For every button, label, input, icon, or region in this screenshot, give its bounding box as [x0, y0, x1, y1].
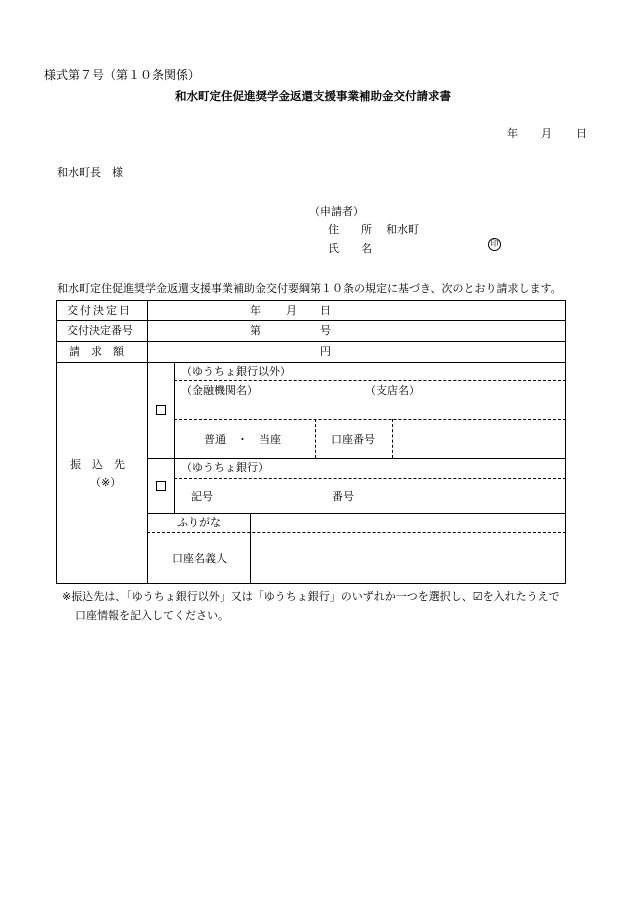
address-label: 住 所: [328, 223, 372, 236]
decision-number-label: 交付決定番号: [67, 324, 133, 337]
amount-label: 請 求 額: [69, 345, 124, 358]
decision-number-prefix: 第: [250, 324, 261, 337]
branch-name-label: （支店名）: [365, 384, 420, 397]
decision-date-year: 年: [250, 304, 261, 317]
name-label: 氏 名: [328, 242, 372, 255]
decision-date-month: 月: [286, 304, 297, 317]
decision-date-day: 日: [320, 304, 331, 317]
decision-date-label: 交付決定日: [67, 304, 132, 317]
page-title: 和水町定住促進奨学金返還支援事業補助金交付請求書: [175, 89, 451, 103]
symbol-label: 記号: [191, 490, 213, 503]
bank-name-label: （金融機関名）: [181, 384, 258, 397]
date-day: 日: [576, 127, 587, 140]
form-number: 様式第７号（第１０条関係）: [44, 68, 201, 82]
transfer-note: （※）: [90, 476, 122, 489]
addressee: 和水町長 様: [57, 166, 123, 179]
number-label: 番号: [332, 490, 354, 503]
seal-mark: 印: [488, 238, 501, 251]
account-type[interactable]: 普通 ・ 当座: [204, 433, 281, 446]
request-text: 和水町定住促進奨学金返還支援事業補助金交付要綱第１０条の規定に基づき、次のとおり請求します。: [57, 282, 562, 295]
date-month: 月: [541, 127, 552, 140]
applicant-heading: （申請者）: [309, 205, 364, 218]
non-yucho-heading: （ゆうちょ銀行以外）: [181, 365, 291, 378]
yucho-heading: （ゆうちょ銀行）: [181, 461, 269, 474]
decision-number-suffix: 号: [320, 324, 331, 337]
footnote-line-2: 口座情報を記入してください。: [75, 609, 229, 622]
non-yucho-checkbox[interactable]: [156, 405, 166, 415]
account-number-label: 口座番号: [331, 433, 375, 446]
transfer-label: 振 込 先: [70, 458, 125, 471]
account-holder-label: 口座名義人: [172, 552, 227, 565]
yucho-checkbox[interactable]: [156, 481, 166, 491]
footnote-line-1: ※振込先は、「ゆうちょ銀行以外」又は「ゆうちょ銀行」のいずれか一つを選択し、☑を入れたうえで: [62, 590, 560, 603]
request-table: [56, 300, 566, 584]
address-value: 和水町: [386, 223, 419, 236]
amount-unit: 円: [320, 345, 331, 358]
date-year: 年: [507, 127, 518, 140]
furigana-label: ふりがな: [177, 516, 221, 529]
